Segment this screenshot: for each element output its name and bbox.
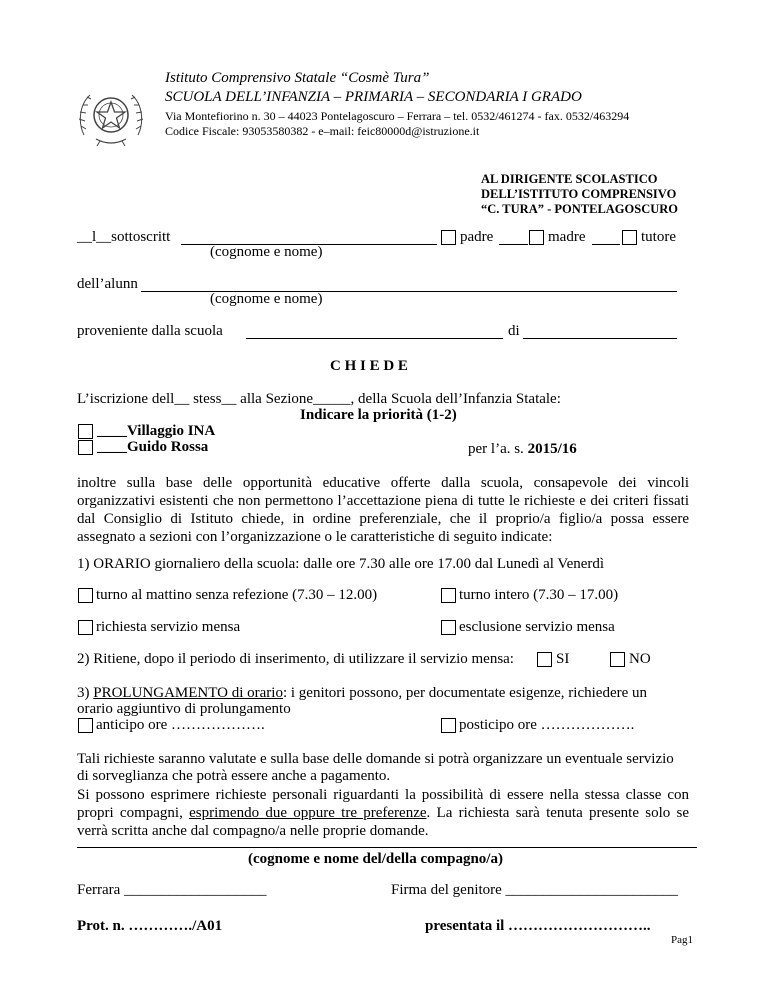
section3-prefix: 3): [77, 685, 94, 701]
guido-rossa-label: ____Guido Rossa: [97, 439, 209, 455]
meal-request-label: richiesta servizio mensa: [96, 619, 241, 635]
notes-line2: di sorveglianza che potrà essere anche a pagamento.: [77, 768, 391, 784]
padre-checkbox[interactable]: [441, 230, 456, 245]
notes-p2-a: Si possono esprimere richieste personali riguardanti la possibilità di essere nella stessa classe con propri compagni,: [77, 787, 689, 821]
padre-line: [499, 244, 528, 245]
meal-si-label: SI: [556, 651, 570, 667]
padre-label: padre: [460, 229, 494, 245]
villaggio-ina-label: ____Villaggio INA: [97, 423, 216, 439]
villaggio-ina-checkbox[interactable]: [78, 424, 93, 439]
full-shift-checkbox[interactable]: [441, 588, 456, 603]
school-address: Via Montefiorino n. 30 – 44023 Pontelagoscuro – Ferrara – tel. 0532/461274 - fax. 0532/463294: [165, 109, 630, 123]
school-levels: SCUOLA DELL’INFANZIA – PRIMARIA – SECONDARIA I GRADO: [165, 89, 582, 105]
full-shift-label: turno intero (7.30 – 17.00): [459, 587, 619, 603]
anticipo-label: anticipo ore ……………….: [96, 717, 265, 733]
madre-label: madre: [548, 229, 586, 245]
anticipo-checkbox[interactable]: [78, 718, 93, 733]
posticipo-checkbox[interactable]: [441, 718, 456, 733]
protocol-number: Prot. n. …………./A01: [77, 918, 223, 934]
italian-republic-emblem-icon: [76, 83, 146, 149]
meal-no-checkbox[interactable]: [610, 652, 625, 667]
meal-si-checkbox[interactable]: [537, 652, 552, 667]
section3-text1: : i genitori possono, per documentate esigenze, richiedere un: [282, 685, 648, 701]
origin-school-field[interactable]: [246, 338, 503, 339]
morning-shift-label: turno al mattino senza refezione (7.30 – 12.00): [96, 587, 378, 603]
morning-shift-checkbox[interactable]: [78, 588, 93, 603]
notes-paragraph2: [77, 786, 689, 840]
applicant-name-hint: (cognome e nome): [210, 244, 323, 260]
companion-label: (cognome e nome del/della compagno/a): [248, 851, 503, 867]
posticipo-label: posticipo ore ……………….: [459, 717, 635, 733]
school-year-value: 2015/16: [527, 441, 577, 457]
student-prefix: dell’alunn: [77, 276, 138, 292]
school-year: [468, 441, 577, 458]
notes-p2-b: . La richiesta sarà tenuta presente solo se verrà scritta anche dal compagno/a nelle proprie domande.: [77, 805, 690, 839]
priority-note: Indicare la priorità (1-2): [300, 407, 457, 423]
addressee-line2: DELL’ISTITUTO COMPRENSIVO: [481, 187, 677, 201]
school-fiscal: Codice Fiscale: 93053580382 - e–mail: feic80000d@istruzione.it: [165, 124, 480, 138]
section2-text: 2) Ritiene, dopo il periodo di inserimento, di utilizzare il servizio mensa:: [77, 651, 514, 667]
meal-no-label: NO: [629, 651, 651, 667]
school-year-label: per l’a. s.: [468, 441, 524, 457]
tutore-checkbox[interactable]: [622, 230, 637, 245]
place-field: Ferrara ___________________: [77, 882, 267, 898]
section3-line1: [77, 685, 647, 702]
meal-exclusion-label: esclusione servizio mensa: [459, 619, 615, 635]
presentation-date: presentata il ………………………..: [425, 918, 651, 934]
section3-line2: orario aggiuntivo di prolungamento: [77, 701, 291, 717]
preferences-intro: inoltre sulla base delle opportunità educative offerte dalla scuola, consapevole dei vincoli organizzativi esistenti che non permettono l’accettazione piena di tutte le richieste e dei criteri fissati dal Consiglio di Istituto chiede, in ordine preferenziale, che il proprio/a figlio/a possa essere assegnato a sezioni con l’organizzazione o le caratteristiche di seguito indicate:: [77, 475, 689, 545]
school-name: Istituto Comprensivo Statale “Cosmè Tura”: [165, 70, 430, 86]
addressee-line1: AL DIRIGENTE SCOLASTICO: [481, 172, 658, 186]
chiede-heading: C H I E D E: [330, 358, 408, 374]
companion-name-field[interactable]: [77, 847, 697, 848]
notes-p2-underlined: esprimendo due oppure tre preferenze: [189, 805, 427, 821]
tutore-label: tutore: [641, 229, 676, 245]
origin-school-label: proveniente dalla scuola: [77, 323, 223, 339]
meal-exclusion-checkbox[interactable]: [441, 620, 456, 635]
origin-city-label: di: [508, 323, 520, 339]
page-number: Pag1: [671, 934, 693, 946]
guido-rossa-checkbox[interactable]: [78, 440, 93, 455]
origin-city-field[interactable]: [523, 338, 677, 339]
notes-line1: Tali richieste saranno valutate e sulla base delle domande si potrà organizzare un eventuale servizio: [77, 751, 674, 767]
addressee-line3: “C. TURA” - PONTELAGOSCURO: [481, 202, 679, 216]
enrollment-text: L’iscrizione dell__ stess__ alla Sezione_____, della Scuola dell’Infanzia Statale:: [77, 391, 561, 407]
section1-title: 1) ORARIO giornaliero della scuola: dalle ore 7.30 alle ore 17.00 dal Lunedì al Venerdì: [77, 556, 605, 572]
student-name-hint: (cognome e nome): [210, 291, 323, 307]
signature-field: Firma del genitore _______________________: [391, 882, 679, 898]
madre-checkbox[interactable]: [529, 230, 544, 245]
meal-request-checkbox[interactable]: [78, 620, 93, 635]
madre-line: [592, 244, 620, 245]
section3-title: PROLUNGAMENTO di orario: [93, 685, 283, 701]
applicant-prefix: __l__sottoscritt: [77, 229, 171, 245]
